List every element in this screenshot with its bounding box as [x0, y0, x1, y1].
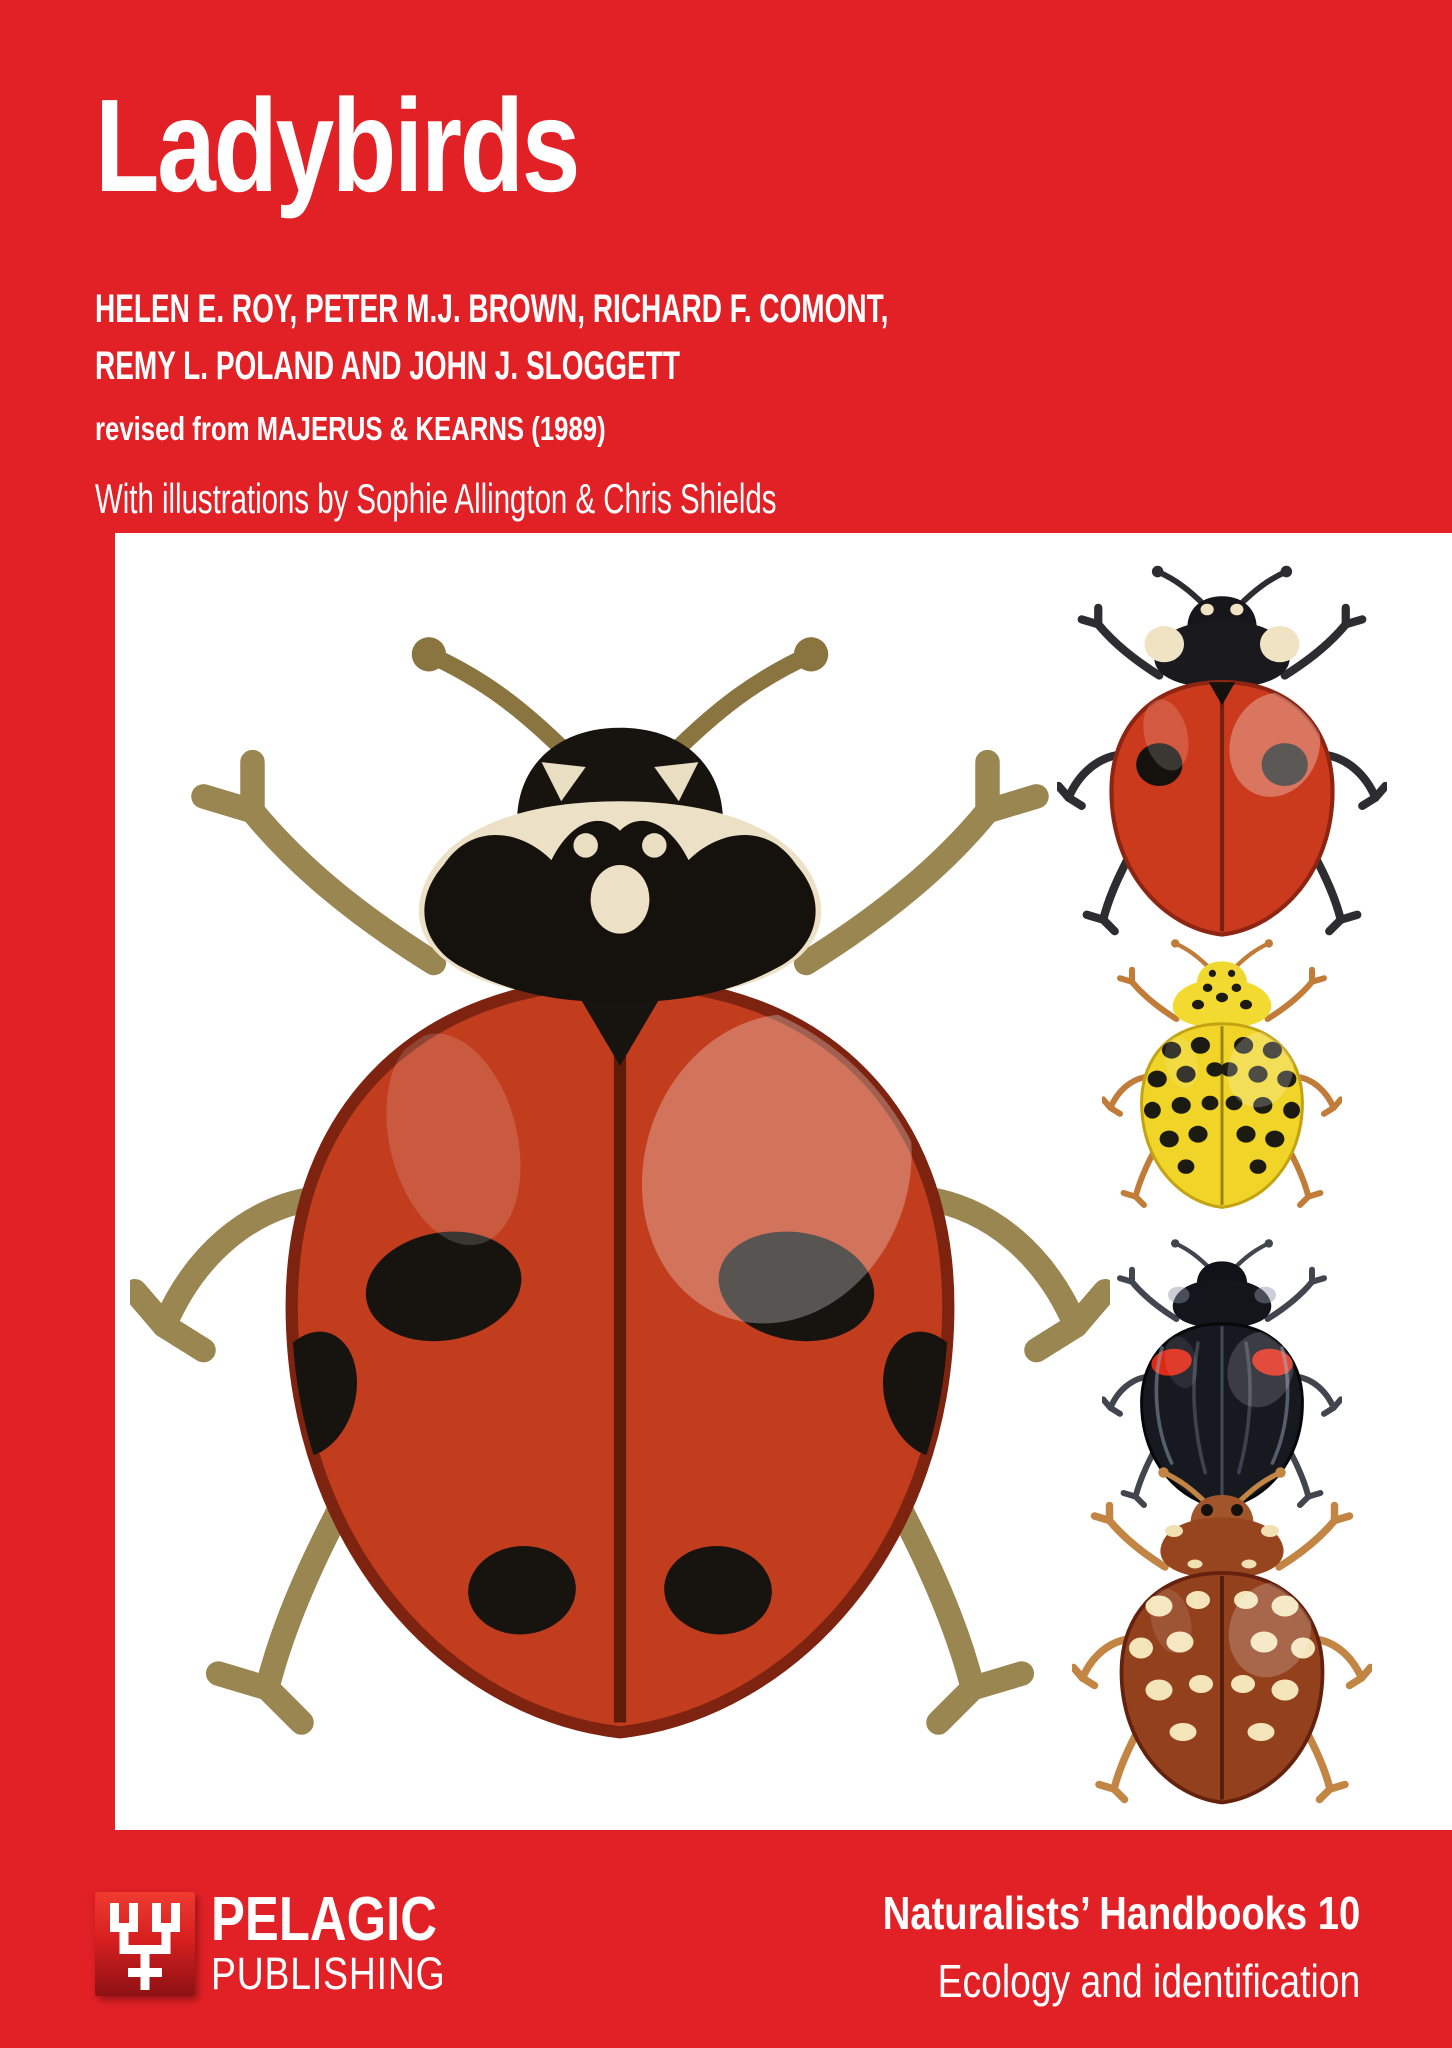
authors-line-1: HELEN E. ROY, PETER M.J. BROWN, RICHARD F. COMONT,	[95, 287, 889, 331]
publisher-name-secondary: PUBLISHING	[211, 1947, 446, 1999]
footer-band	[0, 1830, 1452, 2048]
ladybird-large-illustration	[130, 620, 1110, 1796]
ladybird-22-spot-illustration	[1102, 935, 1342, 1223]
illustrators-note: With illustrations by Sophie Allington & Chris Shields	[95, 474, 777, 522]
series-title: Naturalists’ Handbooks 10	[882, 1887, 1360, 1939]
book-title: Ladybirds	[95, 72, 579, 219]
pelagic-logo-icon	[95, 1891, 195, 1997]
cover-header	[95, 72, 1228, 524]
series-subtitle: Ecology and identification	[937, 1955, 1360, 2007]
publisher-name-block	[211, 1884, 494, 1999]
illustration-panel	[115, 533, 1452, 1830]
publisher-name: PELAGIC	[211, 1884, 437, 1954]
ladybird-cream-spot-illustration	[1072, 1462, 1372, 1822]
authors-line-2: REMY L. POLAND AND JOHN J. SLOGGETT	[95, 343, 680, 388]
series-block	[785, 1886, 1360, 2008]
publisher-logo	[95, 1884, 494, 1999]
authors-block	[95, 281, 888, 395]
ladybird-two-spot-illustration	[1057, 560, 1387, 956]
revision-note: revised from MAJERUS & KEARNS (1989)	[95, 409, 606, 447]
